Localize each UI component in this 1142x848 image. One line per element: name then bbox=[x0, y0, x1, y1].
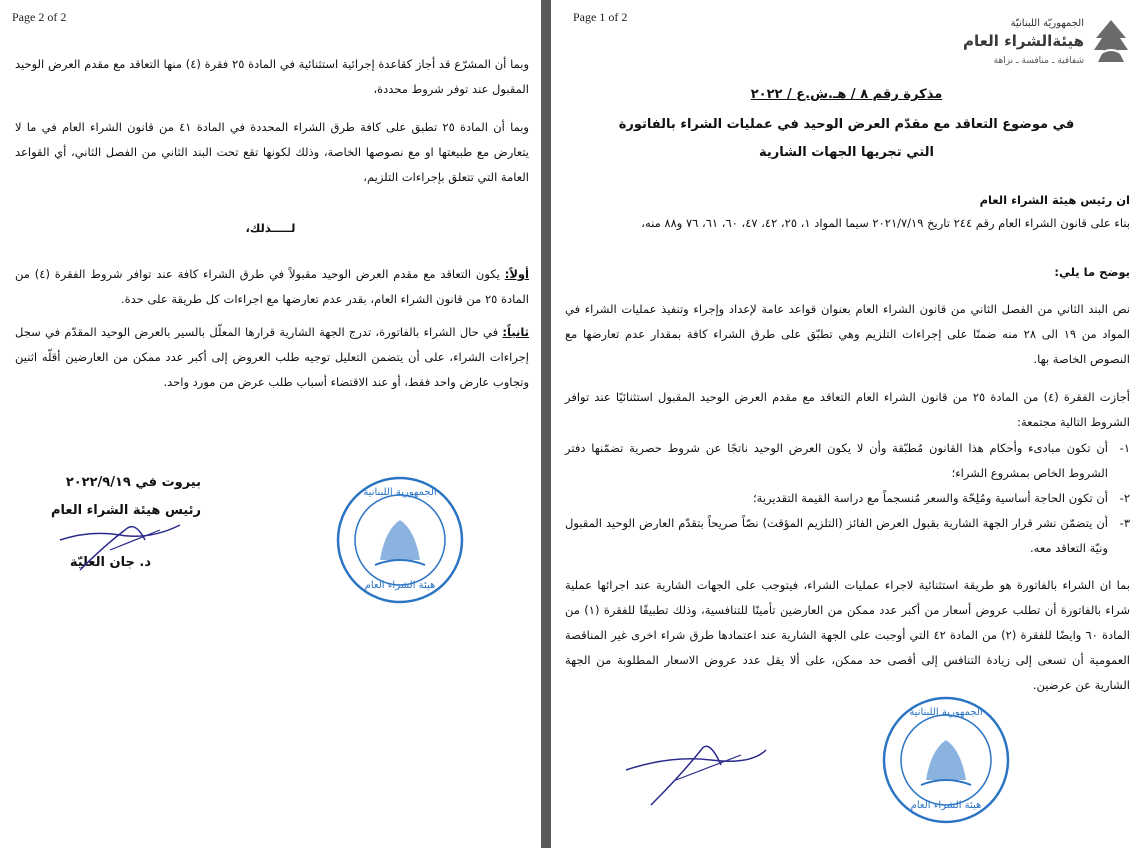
memo-number: مذكرة رقم ٨ / هـ.ش.ع / ٢٠٢٢ bbox=[750, 87, 943, 102]
logo-authority-name: هيئةالشراء العام bbox=[962, 32, 1084, 50]
condition-text: أن تكون مبادىء وأحكام هذا القانون مُطبّقة وأن لا يكون العرض الوحيد ناتجًا عن شروط حصرية تضمّنها دفتر الشروط الخاص بمشروع الشراء؛ bbox=[565, 441, 1108, 480]
condition-item bbox=[565, 511, 1130, 561]
addressee: ان رئيس هيئة الشراء العام bbox=[979, 193, 1130, 207]
signature-name: د. جان العليّة bbox=[69, 555, 151, 570]
subject-line-1: في موضوع التعاقد مع مقدّم العرض الوحيد في عمليات الشراء بالفاتورة bbox=[618, 117, 1075, 132]
paragraph-1: وبما أن المشرّع قد أجاز كقاعدة إجرائية استثنائية في المادة ٢٥ فقرة (٤) منها التعاقد مع مقدم العرض الوحيد المقبول عند توفر شروط محددة، bbox=[15, 57, 530, 96]
logo-tagline: شفافية ـ منافسة ـ نزاهة bbox=[993, 56, 1084, 66]
stamp-text-bottom: هيئة الشراء العام bbox=[910, 800, 982, 811]
condition-number: ١- bbox=[1119, 441, 1130, 455]
subject-line-2: التي تجريها الجهات الشارية bbox=[759, 145, 934, 160]
paragraph-1: نص البند الثاني من الفصل الثاني من قانون الشراء العام بعنوان قواعد عامة لإعداد وإجراء وتنفيذ عمليات الشراء في المواد من ١٩ الى ٢٨ منه ضمنًا على إجراءات التلزيم وهي تطبّق على طرق الشراء كافة بمقدار عدم تعارضها مع النصوص الخاصة بها. bbox=[565, 302, 1130, 366]
stamp-text-top: الجمهورية اللبنانية bbox=[909, 707, 983, 718]
paragraph-2: أجازت الفقرة (٤) من المادة ٢٥ من قانون الشراء العام التعاقد مع مقدم العرض الوحيد المقبول استثنائيًا عند توافر الشروط التالية مجتمعة: bbox=[565, 390, 1130, 429]
clause-first-text: يكون التعاقد مع مقدم العرض الوحيد مقبولاً في طرق الشراء كافة عند توافر شروط الفقرة (٤) من المادة ٢٥ من قانون الشراء العام، بقدر عدم تعارضها مع اجراءات كل طريقة على حدة. bbox=[15, 267, 529, 306]
legal-basis: بناء على قانون الشراء العام رقم ٢٤٤ تاريخ ٢٠٢١/٧/١٩ سيما المواد ١، ٢٥، ٤٢، ٤٧، ٦٠، ٦١، ٧٦ و٨٨ منه، bbox=[641, 216, 1130, 230]
condition-item bbox=[565, 486, 1130, 511]
condition-text: أن تكون الحاجة أساسية ومُلِحّة والسعر مُنسجماً مع دراسة القيمة التقديرية؛ bbox=[753, 491, 1108, 505]
handwritten-signature bbox=[50, 510, 190, 580]
document-page-2 bbox=[0, 0, 541, 848]
condition-number: ٢- bbox=[1119, 491, 1130, 505]
clause-second bbox=[15, 320, 529, 395]
page-number-label: Page 2 of 2 bbox=[12, 10, 67, 24]
clause-first bbox=[15, 262, 529, 312]
condition-number: ٣- bbox=[1119, 516, 1130, 530]
paragraph-2: وبما أن المادة ٢٥ تطبق على كافة طرق الشراء المحددة في المادة ٤١ من قانون الشراء العام في ما لا يتعارض مع طبيعتها او مع نصوصها الخاصة، وذلك لكونها تقع تحت البند الثاني من الفصل الثاني، أي القواعد العامة التي تتعلق بإجراءات التلزيم، bbox=[15, 120, 529, 184]
stamp-text-top: الجمهورية اللبنانية bbox=[363, 487, 437, 498]
handwritten-signature bbox=[621, 730, 771, 810]
paragraph-3: بما ان الشراء بالفاتورة هو طريقة استثنائية لاجراء عمليات الشراء، فيتوجب على الجهات الشارية عند اجرائها عملية شراء بالفاتورة أن تطلب عروض أسعار من أكبر عدد ممكن من العارضين تأمينًا للتنافسية، وذلك تطبيقًا للفقرة (١) من المادة ٦٠ وايضًا للفقرة (٢) من المادة ٤٢ التي أوجبت على الجهة الشارية عند اعتمادها طرق شراء اخرى غير المناقصة العمومية أن تسعى إلى زيادة التنافس إلى أقصى حد ممكن، على ألا يقل عدد عروض الاسعار المطلوبة من الجهة الشارية عن عرضين. bbox=[565, 578, 1130, 692]
condition-item bbox=[565, 436, 1130, 486]
logo-country-text: الجمهوريّة اللبنانيّة bbox=[1010, 18, 1084, 29]
clause-second-text: في حال الشراء بالفاتورة، تدرج الجهة الشارية قرارها المعلّل بالسير بالعرض الوحيد المقدّم في سجل إجراءات الشراء، على أن يتضمن التعليل توجيه طلب العروض إلى أكبر عدد ممكن من العارضين أقلّه اثنين وتجاوب عارض واحد فقط، أو عند الاقتضاء أسباب طلب عرض من مورد واحد. bbox=[15, 325, 529, 389]
signature-date: بيروت في ٢٠٢٢/٩/١٩ bbox=[65, 475, 201, 490]
condition-text: أن يتضمّن نشر قرار الجهة الشارية بقبول العرض الفائز (التلزيم المؤقت) نصّاً صريحاً بتقدّم العارض الوحيد المقبول ونيّة التعاقد معه. bbox=[565, 516, 1108, 555]
clause-second-label: ثانياً: bbox=[502, 325, 529, 339]
stamp-text-bottom: هيئة الشراء العام bbox=[364, 580, 436, 591]
clarifies-heading: يوضح ما يلي: bbox=[1054, 265, 1130, 279]
conditions-list bbox=[565, 436, 1130, 561]
conclusion-heading: لـــــذلك، bbox=[245, 221, 296, 235]
clause-first-label: أولاً: bbox=[504, 267, 529, 281]
document-page-1 bbox=[551, 0, 1142, 848]
signature-title: رئيس هيئة الشراء العام bbox=[51, 503, 201, 518]
page-number-label: Page 1 of 2 bbox=[573, 10, 628, 24]
authority-logo-icon bbox=[1088, 16, 1134, 68]
